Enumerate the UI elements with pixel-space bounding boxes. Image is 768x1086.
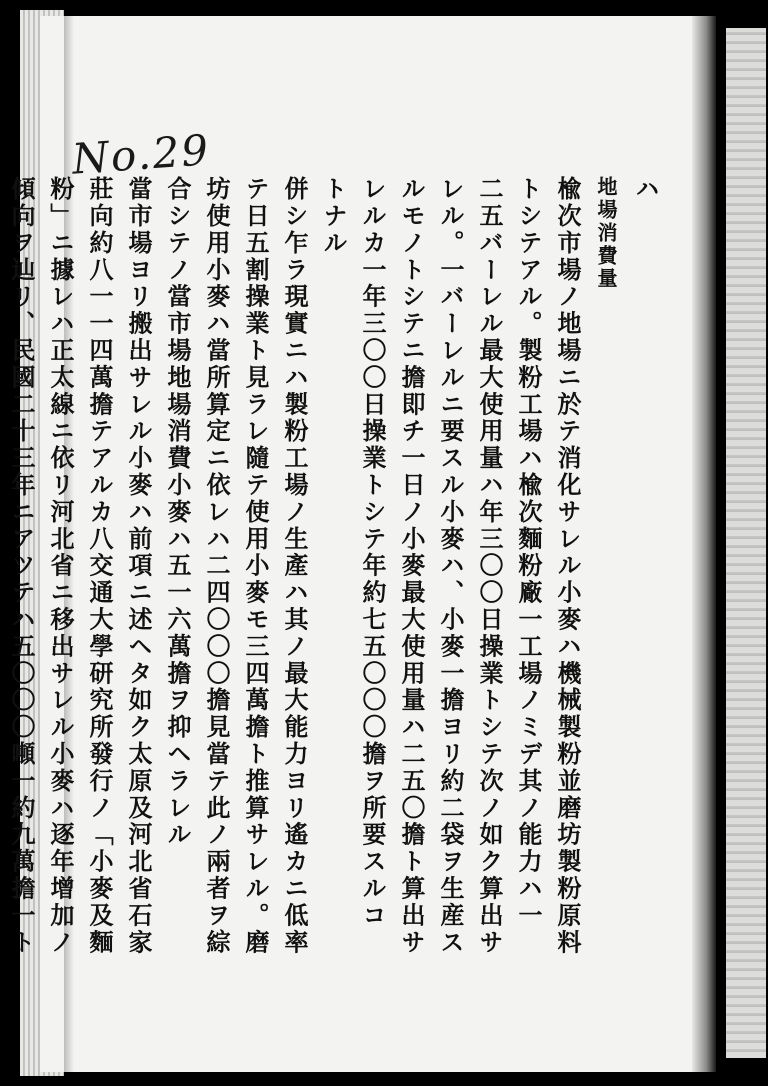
- text-line: 楡次市場ノ地場ニ於テ消化サレル小麥ハ機械製粉並磨坊製粉原料: [553, 176, 581, 957]
- text-line: 粉」ニ據レハ正太線ニ依リ河北省ニ移出サレル小麥ハ逐年增加ノ: [46, 176, 74, 957]
- text-line: トナル: [319, 176, 347, 257]
- text-line: 當市場ヨリ搬出サレル小麥ハ前項ニ述ヘタ如ク太原及河北省石家: [124, 176, 152, 957]
- book-spine-shadow: [692, 16, 716, 1072]
- text-line: レルカ一年三〇〇日操業トシテ年約七五〇〇〇擔ヲ所要スルコ: [358, 176, 386, 930]
- text-line: レル。一バーレルニ要スル小麥ハ、小麥一擔ヨリ約二袋ヲ生産ス: [436, 176, 464, 957]
- text-line: トシテアル。製粉工場ハ楡次麵粉廠一工場ノミデ其ノ能力ハ一: [514, 176, 542, 930]
- text-line: 坊使用小麥ハ當所算定ニ依レハ二四〇〇〇擔見當テ此ノ兩者ヲ綜: [202, 176, 230, 957]
- section-number: ハ: [631, 176, 659, 203]
- adjacent-page-marks: [735, 780, 755, 980]
- text-line: 二五バーレル最大使用量ハ年三〇〇日操業トシテ次ノ如ク算出サ: [475, 176, 503, 957]
- text-line: 傾向ヲ辿リ、民國二十三年ニアツテハ五〇〇〇噸一約九萬擔一ト: [7, 176, 35, 957]
- section-title: 地場消費量: [594, 176, 618, 291]
- text-line: テ日五割操業ト見ラレ隨テ使用小麥モ三四萬擔ト推算サレル。磨: [241, 176, 269, 957]
- text-line: 併シ乍ラ現實ニハ製粉工場ノ生產ハ其ノ最大能力ヨリ遙カニ低率: [280, 176, 308, 957]
- text-line: 莊向約八一一四萬擔テアルカ八交通大學研究所發行ノ「小麥及麵: [85, 176, 113, 957]
- text-line: ルモノトシテニ擔即チ一日ノ小麥最大使用量ハ二五〇擔ト算出サ: [397, 176, 425, 957]
- handwritten-page-number: No.29: [70, 125, 212, 184]
- text-line: 合シテノ當市場地場消費小麥ハ五一六萬擔ヲ抑ヘラレル: [163, 176, 191, 849]
- vertical-text-body: [7, 176, 664, 1056]
